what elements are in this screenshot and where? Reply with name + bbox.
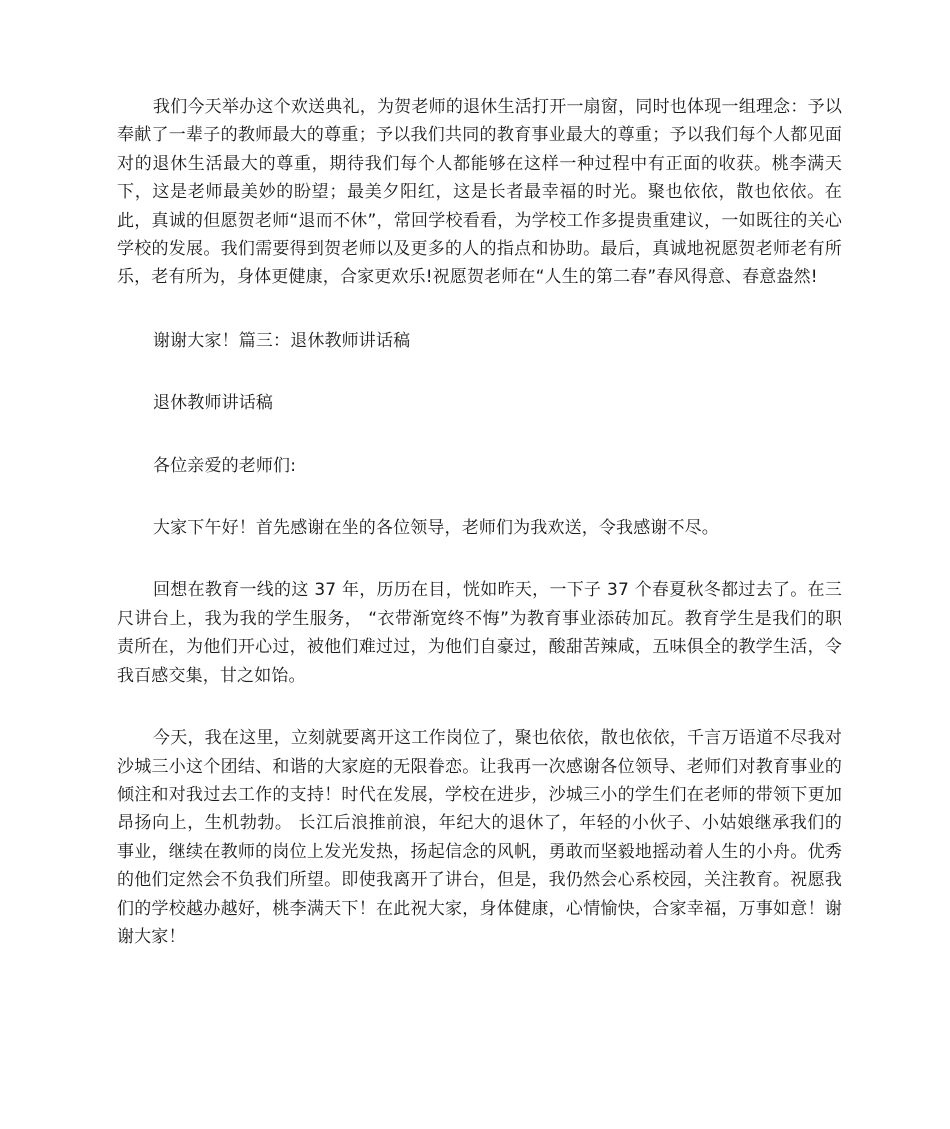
paragraph-thanks-heading: 谢谢大家！篇三：退休教师讲话稿	[153, 330, 411, 351]
paragraph-closing: 今天，我在这里，立刻就要离开这工作岗位了，聚也依依，散也依依，千言万语道不尽我对沙城三小这个团结、和谐的大家庭的无限眷恋。让我再一次感谢各位领导、老师们对教育事业的倾注和对我过去工作的支持！时代在发展，学校在进步，沙城三小的学生们在老师的带领下更加昂扬向上，生机勃勃。 长江后浪推前浪，年纪大的退休了，年轻的小伙子、小姑娘继承我们的事业，继续在教师的岗位上发光发热，扬起信念的风帆，勇敢而坚毅地摇动着人生的小舟。优秀的他们定然会不负我们所望。即使我离开了讲台，但是，我仍然会心系校园，关注教育。祝愿我们的学校越办越好，桃李满天下！在此祝大家，身体健康，心情愉快，合家幸福，万事如意！谢谢大家！	[117, 728, 842, 947]
paragraph-speech-title: 退休教师讲话稿	[153, 393, 274, 414]
paragraph-recollection: 回想在教育一线的这 37 年，历历在目，恍如昨天，一下子 37 个春夏秋冬都过去了。在三尺讲台上，我为我的学生服务， “衣带渐宽终不悔”为教育事业添砖加瓦。教育学生是我们的职责所在，为他们开心过，被他们难过过，为他们自豪过，酸甜苦辣咸，五味俱全的教学生活，令我百感交集，甘之如饴。	[117, 580, 842, 686]
document-page	[117, 93, 842, 951]
paragraph-salutation: 各位亲爱的老师们:	[153, 455, 297, 476]
paragraph-greeting: 大家下午好！首先感谢在坐的各位领导，老师们为我欢送，令我感谢不尽。	[153, 518, 719, 539]
paragraph-farewell-speech: 我们今天举办这个欢送典礼，为贺老师的退休生活打开一扇窗，同时也体现一组理念：予以奉献了一辈子的教师最大的尊重；予以我们共同的教育事业最大的尊重；予以我们每个人都见面对的退休生活最大的尊重，期待我们每个人都能够在这样一种过程中有正面的收获。桃李满天下，这是老师最美妙的盼望；最美夕阳红，这是长者最幸福的时光。聚也依依，散也依依。在此，真诚的但愿贺老师“退而不休”，常回学校看看，为学校工作多提贵重建议，一如既往的关心学校的发展。我们需要得到贺老师以及更多的人的指点和协助。最后，真诚地祝愿贺老师老有所乐，老有所为，身体更健康，合家更欢乐!祝愿贺老师在“人生的第二春”春风得意、春意盎然!	[117, 97, 842, 288]
